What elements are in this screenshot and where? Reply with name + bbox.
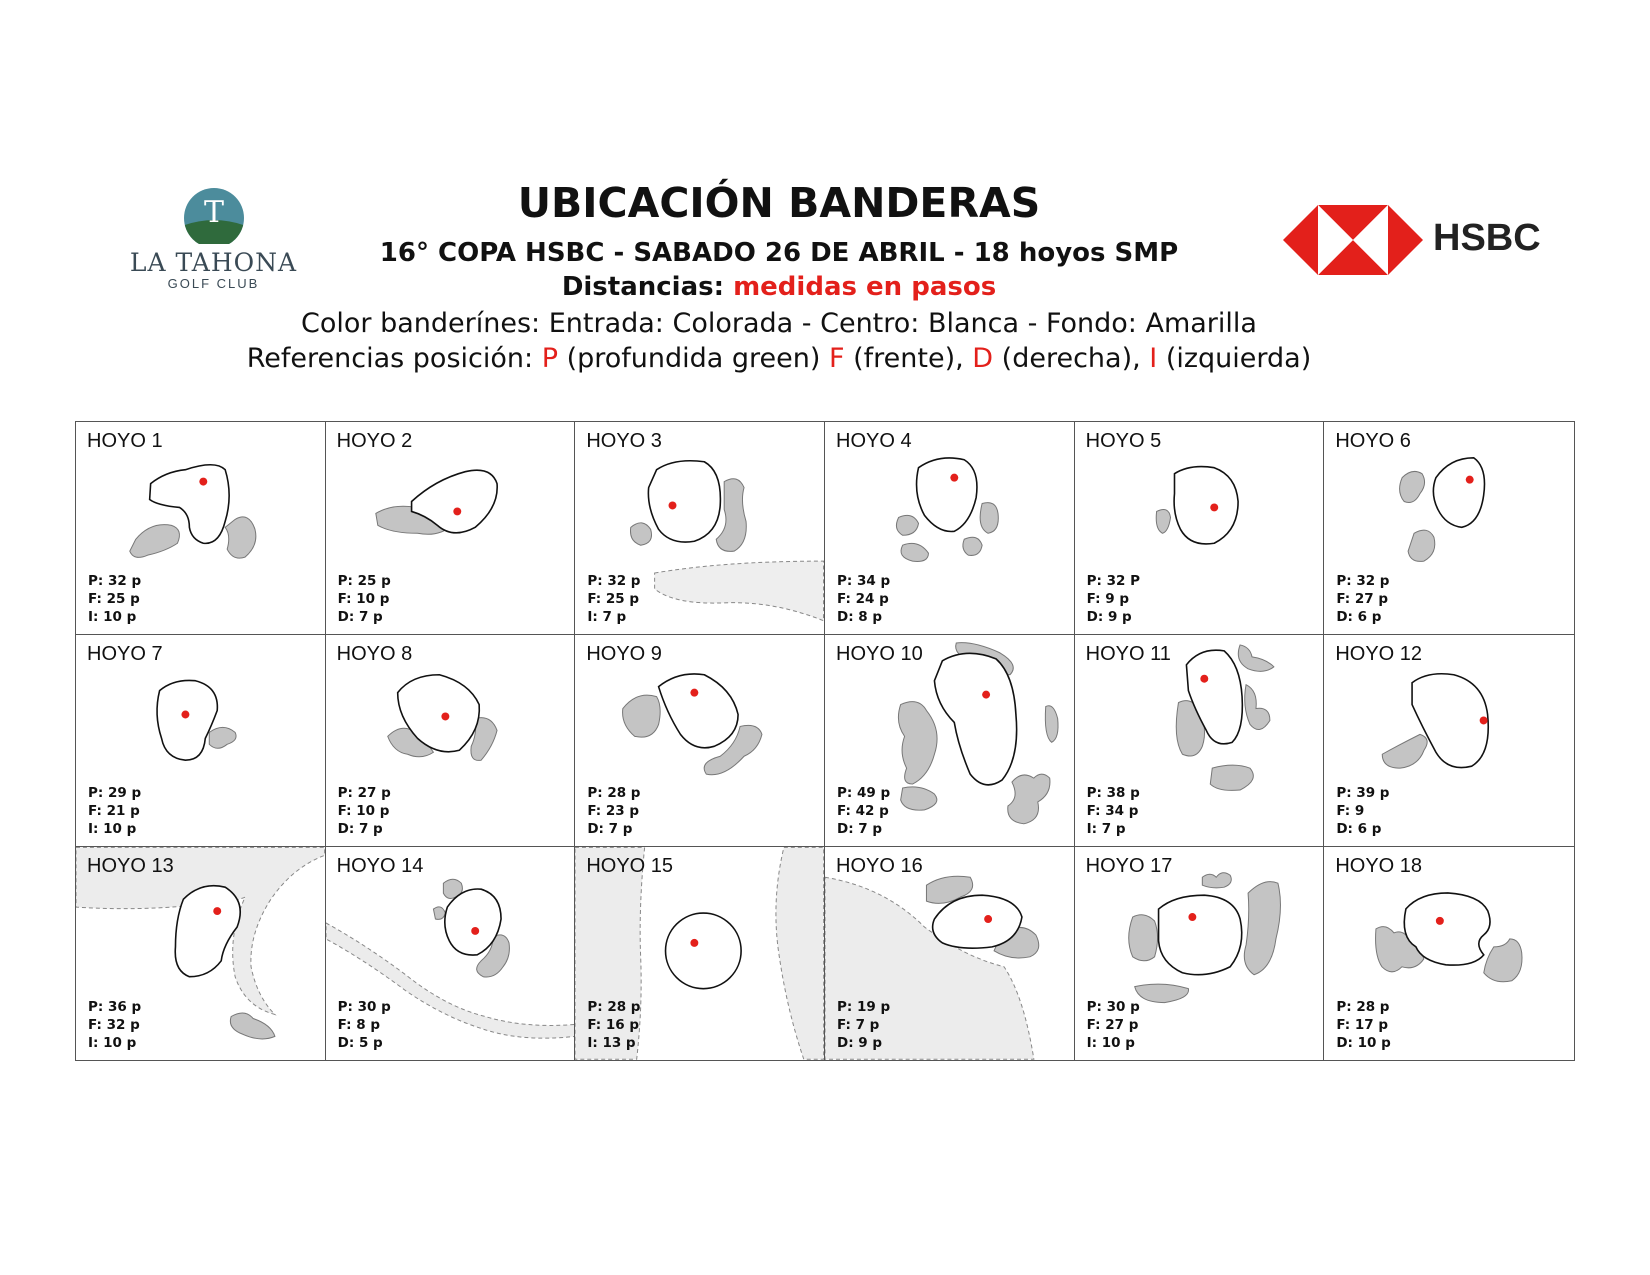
- hole-label: HOYO 17: [1085, 855, 1173, 878]
- bunker-shape: [1156, 509, 1170, 533]
- distance-block: [587, 572, 640, 626]
- flag-dot: [982, 690, 990, 698]
- bunker-shape: [1128, 915, 1157, 961]
- bunker-shape: [209, 727, 236, 748]
- water-hazard: [776, 848, 824, 1060]
- flag-dot: [471, 927, 479, 935]
- flag-dot: [1466, 476, 1474, 484]
- tahona-name: LA TAHONA: [129, 248, 298, 277]
- distance-line: F: 16 p: [587, 1017, 640, 1033]
- bunker-shape: [1238, 645, 1274, 671]
- distance-line: I: 10 p: [88, 821, 137, 838]
- distance-block: [1336, 784, 1389, 838]
- green-outline: [659, 674, 739, 748]
- tahona-sub: GOLF CLUB: [167, 276, 260, 291]
- flag-dot: [950, 474, 958, 482]
- bunker-shape: [225, 517, 256, 558]
- hole-label: HOYO 15: [586, 855, 674, 878]
- distance-line: P: 30 p: [337, 999, 391, 1015]
- distance-block: [338, 998, 391, 1052]
- distance-line: F: 27 p: [1086, 1017, 1139, 1033]
- ref-letter-p: P: [541, 343, 558, 374]
- distances-value: medidas en pasos: [733, 272, 997, 302]
- ref-desc-i: (izquierda): [1157, 343, 1312, 374]
- distance-block: [587, 784, 640, 838]
- distance-line: F: 17 p: [1336, 1017, 1389, 1033]
- distance-line: D: 7 p: [587, 821, 633, 838]
- distance-block: [1087, 784, 1140, 838]
- green-outline: [1174, 467, 1238, 544]
- holes-grid: [75, 421, 1575, 1061]
- distance-line: P: 28 p: [587, 785, 641, 802]
- flag-dot: [669, 501, 677, 509]
- distance-line: F: 21 p: [88, 803, 140, 820]
- distance-line: F: 10 p: [337, 803, 390, 820]
- bunker-shape: [1134, 984, 1188, 1002]
- hole-cell-17: [1075, 847, 1325, 1060]
- bunker-shape: [1408, 530, 1435, 561]
- distance-line: P: 25 p: [337, 572, 391, 589]
- hole-cell-2: [326, 422, 576, 635]
- bunker-shape: [980, 503, 998, 534]
- distance-block: [1336, 572, 1389, 626]
- distances-label: Distancias:: [561, 272, 725, 302]
- distance-line: P: 28 p: [1336, 999, 1390, 1015]
- green-outline: [1158, 895, 1241, 975]
- bunker-shape: [623, 695, 661, 737]
- hole-label: HOYO 16: [836, 855, 923, 878]
- hole-cell-4: [825, 422, 1075, 635]
- distance-line: F: 10 p: [337, 590, 390, 607]
- hole-label: HOYO 12: [1335, 642, 1423, 665]
- distance-line: F: 8 p: [337, 1017, 380, 1033]
- flag-dot: [181, 710, 189, 718]
- hole-label: HOYO 13: [87, 855, 174, 878]
- ref-desc-d: (derecha),: [993, 343, 1150, 374]
- distance-line: P: 34 p: [837, 572, 891, 589]
- hole-cell-11: [1075, 635, 1325, 848]
- distance-block: [338, 572, 391, 626]
- bunker-shape: [901, 787, 937, 810]
- distance-line: P: 38 p: [1086, 785, 1140, 802]
- distance-line: F: 25 p: [587, 590, 640, 607]
- hole-label: HOYO 7: [87, 642, 163, 665]
- hole-label: HOYO 18: [1335, 855, 1423, 878]
- green-outline: [917, 458, 977, 532]
- distance-line: P: 19 p: [837, 999, 891, 1015]
- bunker-shape: [1202, 873, 1231, 888]
- flag-dot: [1480, 716, 1488, 724]
- hole-cell-7: [76, 635, 326, 848]
- ref-desc-f: (frente),: [844, 343, 973, 374]
- distance-line: D: 10 p: [1336, 1035, 1391, 1051]
- flag-dot: [199, 478, 207, 486]
- hole-label: HOYO 6: [1335, 430, 1411, 452]
- event-subtitle: 16° COPA HSBC - SABADO 26 DE ABRIL - 18 hoyos SMP: [379, 238, 1179, 268]
- hole-label: HOYO 11: [1085, 642, 1171, 665]
- bunker-shape: [717, 479, 747, 552]
- distance-line: P: 28 p: [587, 999, 641, 1015]
- distance-line: F: 7 p: [837, 1017, 880, 1033]
- bunker-shape: [1484, 939, 1522, 982]
- page-title: UBICACIÓN BANDERAS: [517, 179, 1041, 227]
- bunker-shape: [130, 525, 180, 558]
- green-outline: [1434, 458, 1485, 528]
- distance-line: P: 39 p: [1336, 785, 1390, 802]
- distance-line: I: 10 p: [88, 1035, 137, 1051]
- distance-line: P: 27 p: [337, 785, 391, 802]
- distance-line: P: 36 p: [88, 999, 142, 1015]
- bunker-shape: [631, 523, 652, 545]
- flag-dot: [213, 907, 221, 915]
- flag-dot: [691, 688, 699, 696]
- distance-block: [1087, 572, 1140, 626]
- distance-block: [1087, 998, 1140, 1052]
- distance-block: [88, 998, 141, 1052]
- green-outline: [666, 913, 742, 989]
- distance-line: I: 10 p: [88, 608, 137, 625]
- distance-line: D: 9 p: [837, 1035, 883, 1051]
- position-references-line: [0, 341, 1558, 377]
- distance-line: F: 32 p: [88, 1017, 140, 1033]
- distance-block: [1336, 998, 1390, 1052]
- distance-line: I: 7 p: [587, 608, 627, 625]
- green-outline: [649, 461, 721, 542]
- hole-cell-12: [1324, 635, 1574, 848]
- bunker-shape: [963, 537, 982, 555]
- distance-line: F: 9 p: [1086, 590, 1129, 607]
- bunker-shape: [1210, 765, 1253, 790]
- flag-dot: [453, 507, 461, 515]
- distance-line: P: 32 P: [1086, 572, 1141, 589]
- distance-line: P: 32 p: [88, 572, 142, 589]
- flag-dot: [1436, 917, 1444, 925]
- distance-line: D: 5 p: [337, 1035, 383, 1051]
- distance-line: D: 6 p: [1336, 821, 1382, 838]
- flag-dot: [984, 915, 992, 923]
- distance-line: D: 9 p: [1086, 608, 1132, 625]
- flag-dot: [1210, 503, 1218, 511]
- distance-line: F: 23 p: [587, 803, 640, 820]
- hsbc-wordmark: HSBC: [1433, 217, 1541, 259]
- distance-line: F: 9: [1336, 803, 1365, 820]
- distance-block: [837, 998, 890, 1052]
- hole-cell-18: [1324, 847, 1574, 1060]
- bunker-shape: [1045, 705, 1058, 742]
- hole-cell-8: [326, 635, 576, 848]
- hole-cell-10: [825, 635, 1075, 848]
- hole-cell-16: [825, 847, 1075, 1060]
- hole-label: HOYO 1: [87, 430, 163, 452]
- bunker-shape: [1383, 734, 1428, 768]
- ref-desc-p: (profundida green): [557, 343, 829, 374]
- green-outline: [934, 653, 1016, 785]
- distance-block: [88, 784, 141, 838]
- tahona-mark: T: [203, 195, 224, 230]
- flag-dot: [1200, 674, 1208, 682]
- distance-line: D: 7 p: [337, 608, 383, 625]
- hole-cell-3: [575, 422, 825, 635]
- distance-line: P: 32 p: [1336, 572, 1390, 589]
- header: [0, 0, 1650, 400]
- hole-cell-5: [1075, 422, 1325, 635]
- hole-cell-9: [575, 635, 825, 848]
- bunker-shape: [901, 543, 928, 561]
- water-hazard: [655, 561, 824, 621]
- distance-line: P: 30 p: [1086, 999, 1140, 1015]
- distance-block: [338, 784, 391, 838]
- flag-colors-line: Color banderínes: Entrada: Colorada - Centro: Blanca - Fondo: Amarilla: [301, 308, 1257, 339]
- green-outline: [1412, 673, 1488, 767]
- refs-label: Referencias posición:: [246, 343, 542, 374]
- hole-label: HOYO 3: [586, 430, 662, 452]
- distance-block: [837, 784, 890, 838]
- ref-letter-i: I: [1149, 343, 1158, 374]
- green-outline: [157, 680, 217, 760]
- bunker-shape: [896, 515, 918, 535]
- distance-line: F: 27 p: [1336, 590, 1389, 607]
- hole-label: HOYO 14: [336, 855, 424, 878]
- distance-line: F: 42 p: [837, 803, 889, 820]
- bunker-shape: [230, 1013, 275, 1039]
- bunker-shape: [898, 701, 937, 783]
- hole-label: HOYO 9: [586, 642, 662, 665]
- distance-line: I: 13 p: [587, 1035, 636, 1051]
- hole-cell-14: [326, 847, 576, 1060]
- distance-block: [587, 998, 640, 1052]
- bunker-shape: [1244, 684, 1269, 729]
- distance-line: P: 32 p: [587, 572, 641, 589]
- hole-cell-15: [575, 847, 825, 1060]
- distance-block: [837, 572, 890, 626]
- flag-dot: [1188, 913, 1196, 921]
- distance-line: F: 34 p: [1086, 803, 1139, 820]
- hole-label: HOYO 4: [836, 430, 912, 452]
- hole-label: HOYO 5: [1085, 430, 1162, 452]
- distance-line: I: 7 p: [1086, 821, 1126, 838]
- hole-cell-1: [76, 422, 326, 635]
- hole-cell-6: [1324, 422, 1574, 635]
- distances-line: [0, 270, 1558, 304]
- bunker-shape: [1400, 471, 1425, 502]
- distance-line: I: 10 p: [1086, 1035, 1135, 1051]
- flag-dot: [441, 712, 449, 720]
- hole-label: HOYO 10: [836, 642, 923, 665]
- distance-line: F: 25 p: [88, 590, 140, 607]
- distance-line: D: 6 p: [1336, 608, 1382, 625]
- flag-dot: [691, 939, 699, 947]
- ref-letter-d: D: [972, 343, 994, 374]
- hole-label: HOYO 2: [336, 430, 413, 452]
- distance-line: P: 49 p: [837, 785, 891, 802]
- hole-label: HOYO 8: [336, 642, 413, 665]
- distance-line: P: 29 p: [88, 785, 142, 802]
- bunker-shape: [1008, 774, 1050, 824]
- distance-block: [88, 572, 141, 626]
- green-outline: [175, 886, 240, 977]
- distance-line: F: 24 p: [837, 590, 889, 607]
- bunker-shape: [433, 907, 445, 920]
- distance-line: D: 7 p: [337, 821, 383, 838]
- hole-cell-13: [76, 847, 326, 1060]
- distance-line: D: 7 p: [837, 821, 883, 838]
- distance-line: D: 8 p: [837, 608, 883, 625]
- bunker-shape: [1244, 882, 1280, 975]
- ref-letter-f: F: [829, 343, 845, 374]
